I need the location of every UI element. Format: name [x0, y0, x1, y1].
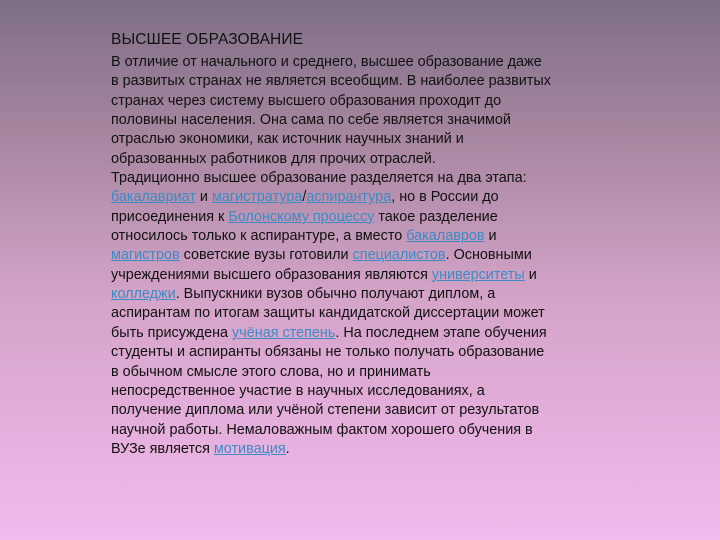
text-fragment: . Основными — [445, 247, 532, 264]
text-fragment: советские вузы готовили — [179, 247, 353, 264]
text-line — [111, 227, 611, 246]
text-line: В отличие от начального и среднего, высшее образование даже — [111, 54, 542, 70]
text-line — [111, 285, 611, 304]
text-line: странах через систему высшего образования проходит до — [111, 92, 502, 109]
text-fragment: и — [484, 228, 497, 245]
text-fragment: и — [524, 266, 537, 283]
text-fragment: . — [285, 440, 290, 457]
text-fragment: . Выпускники вузов обычно получают диплом, а — [175, 286, 496, 303]
text-line — [111, 440, 611, 459]
text-line: в обычном смысле этого слова, но и принимать — [111, 363, 431, 380]
link-motivation[interactable]: мотивация — [213, 440, 286, 457]
link-bologna-process[interactable]: Болонскому процессу — [228, 208, 375, 225]
text-line: научной работы. Немаловажным фактом хорошего обучения в — [111, 421, 533, 438]
text-fragment: . На последнем этапе обучения — [335, 324, 547, 341]
link-bakalavriat[interactable]: бакалавриат — [111, 189, 196, 206]
link-universities[interactable]: университеты — [431, 266, 525, 283]
slide-title: ВЫСШЕЕ ОБРАЗОВАНИЕ — [111, 31, 304, 48]
text-line: половины населения. Она сама по себе является значимой — [111, 112, 511, 129]
text-fragment: присоединения к — [111, 208, 229, 225]
text-line: в развитых странах не является всеобщим. В наиболее развитых — [111, 73, 551, 90]
text-fragment: такое разделение — [374, 208, 498, 225]
link-bachelors[interactable]: бакалавров — [406, 228, 485, 245]
slide-body-text — [111, 53, 611, 459]
text-fragment: учреждениями высшего образования являются — [111, 266, 432, 283]
link-masters[interactable]: магистров — [111, 247, 180, 264]
text-fragment: относилось только к аспирантуре, а вместо — [111, 228, 407, 245]
text-line: получение диплома или учёной степени зависит от результатов — [111, 402, 540, 419]
link-colleges[interactable]: колледжи — [111, 286, 176, 303]
link-academic-degree[interactable]: учёная степень — [232, 324, 336, 341]
text-line: образованных работников для прочих отраслей. — [111, 150, 436, 167]
text-line — [111, 188, 611, 207]
link-magistratura[interactable]: магистратура — [211, 189, 303, 206]
slide-content — [111, 30, 611, 459]
text-line — [111, 246, 611, 265]
text-fragment: быть присуждена — [111, 324, 233, 341]
text-line: отраслью экономики, как источник научных знаний и — [111, 131, 464, 148]
text-fragment: и — [195, 189, 212, 206]
text-line — [111, 266, 611, 285]
text-line — [111, 324, 611, 343]
text-fragment: / — [302, 189, 307, 206]
text-line: студенты и аспиранты обязаны не только получать образование — [111, 344, 545, 361]
text-line — [111, 208, 611, 227]
link-aspirantura[interactable]: аспирантура — [306, 189, 392, 206]
text-fragment: , но в России до — [391, 189, 499, 206]
text-line: аспирантам по итогам защиты кандидатской диссертации может — [111, 305, 545, 322]
text-line: Традиционно высшее образование разделяется на два этапа: — [111, 170, 527, 187]
text-line: непосредственное участие в научных исследованиях, а — [111, 382, 485, 399]
link-specialists[interactable]: специалистов — [352, 247, 446, 264]
text-fragment: ВУЗе является — [111, 440, 214, 457]
